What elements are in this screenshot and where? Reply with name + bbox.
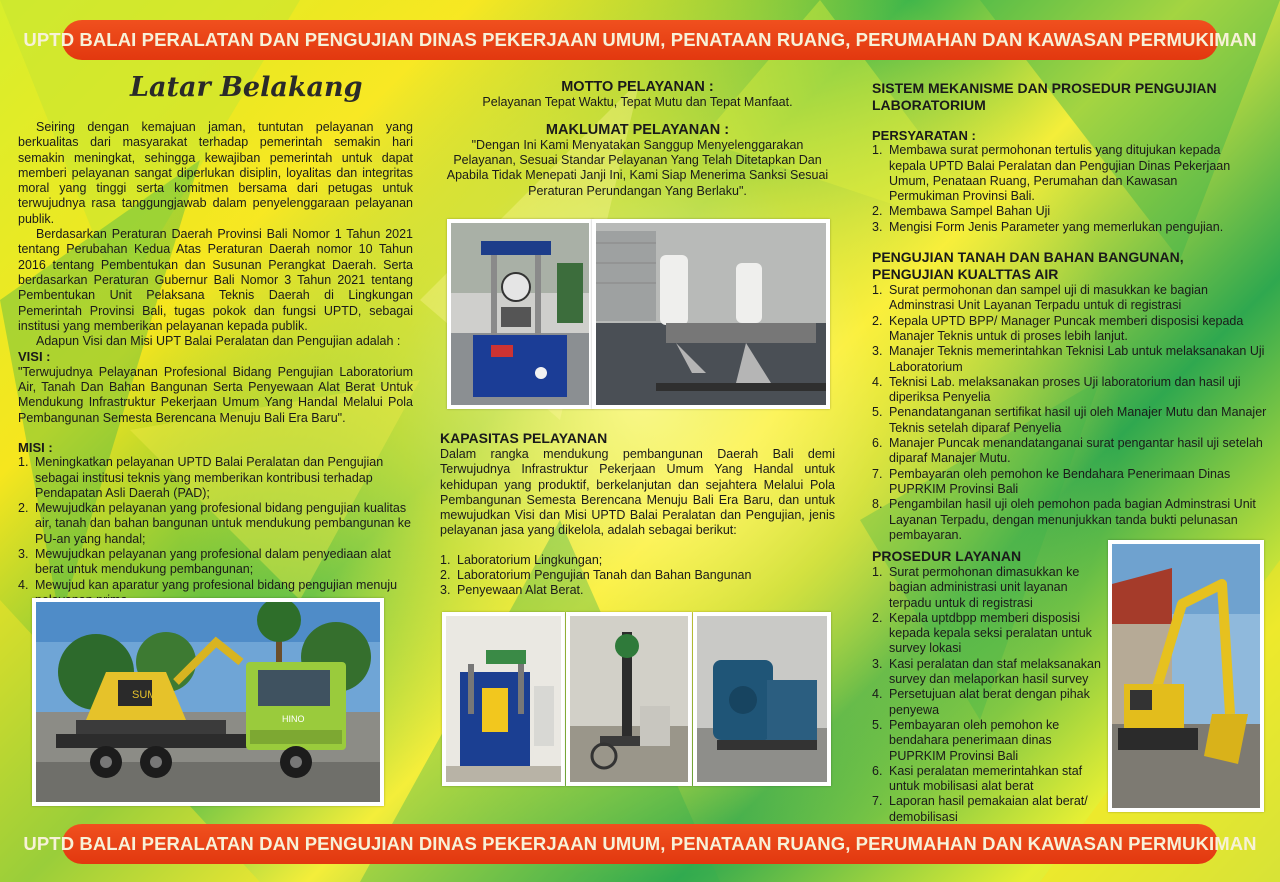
lab-photo-heavy-machine bbox=[693, 612, 831, 786]
misi-label: MISI : bbox=[18, 439, 53, 455]
latar-paragraph-2: Berdasarkan Peraturan Daerah Provinsi Bali Nomor 1 Tahun 2021 tentang Perubahan Kedua Atas Peraturan Daerah nomor 10 Tahun 2016 tentang Pembentukan dan Susunan Perangkat Daerah. Serta berdasarkan Peraturan Gubernur Bali Nomor 3 Tahun 2021 tentang Pembentukan Unit Pelaksana Teknis Daerah di Lingkungan Pemerintah Provinsi Bali, tugas pokok dan fungsi UPTD, sebagai institusi yang memberikan pelayanan kepada publik. bbox=[18, 227, 413, 333]
list-item: 5. Pembayaran oleh pemohon ke bendahara penerimaan dinas PUPRKIM Provinsi Bali bbox=[872, 717, 1060, 763]
persyaratan-label: PERSYARATAN : bbox=[872, 128, 976, 143]
latar-paragraph-3: Adapun Visi dan Misi UPT Balai Peralatan dan Pengujian adalah : bbox=[36, 334, 401, 349]
list-item: 2. Laboratorium Pengujian Tanah dan Bahan Bangunan bbox=[440, 568, 752, 583]
list-item: 8. Pengambilan hasil uji oleh pemohon pada bagian Adminstrasi Unit Layanan Terpadu, dengan menunjukkan tanda bukti pelunasan pembayaran. bbox=[872, 497, 1256, 542]
list-item: 4. Mewujud kan aparatur yang profesional bidang pengujian menuju bbox=[18, 577, 398, 592]
list-item: 7. Laporan hasil pemakaian alat berat/ demobilisasi bbox=[872, 794, 1088, 824]
lab-photo-lab-equipment bbox=[592, 219, 830, 409]
kapasitas-list bbox=[440, 553, 835, 599]
list-item: 2. Kepala uptdbpp memberi disposisi kepada kepala seksi peralatan untuk survey lokasi bbox=[872, 610, 1092, 656]
sistem-title: SISTEM MEKANISME DAN PROSEDUR PENGUJIAN LABORATORIUM bbox=[872, 80, 1217, 113]
visi-label: VISI : bbox=[18, 349, 51, 365]
excavator-brand-label: SUM bbox=[132, 689, 157, 701]
prosedur-title: PROSEDUR LAYANAN bbox=[872, 548, 1022, 564]
persyaratan-list bbox=[872, 143, 1232, 235]
lab-photo-compression-machine bbox=[447, 219, 593, 409]
list-item: 1. Laboratorium Lingkungan; bbox=[440, 552, 603, 567]
latar-title: Latar Belakang bbox=[130, 72, 363, 103]
pengujian-title: PENGUJIAN TANAH DAN BAHAN BANGUNAN, PENGUJIAN KUALTTAS AIR bbox=[872, 249, 1184, 283]
kapasitas-text: Dalam rangka mendukung pembangunan Daerah Bali demi Terwujudnya Infrastruktur Pekerjaan Umum Yang Handal untuk kehidupan yang produktif, berkelanjutan dan sejahtera Melalui Pola Pembangunan Semesta Berencana Menuju Bali Era Baru, dan untuk mewujudkan Visi dan Misi UPTD Balai Peralatan dan Pengujian, jenis pelayanan jasa yang dikelola, adalah sebagai berikut: bbox=[440, 447, 835, 538]
maklumat-text: "Dengan Ini Kami Menyatakan Sanggup Menyelenggarakan Pelayanan, Sesuai Standar Pelayanan Yang Telah Ditetapkan Dan Apabila Tidak Menepati Janji Ini, Kami Siap Menerima Sanksi Sesuai Peraturan Perundangan Yang Berlaku". bbox=[446, 137, 829, 198]
list-item: 3. Manajer Teknis memerintahkan Teknisi Lab untuk melaksanakan Uji Laboratorium bbox=[872, 344, 1265, 374]
prosedur-list bbox=[872, 565, 1108, 825]
list-item: 1. Surat permohonan dimasukkan ke bagian administrasi unit layanan terpadu untuk di registrasi bbox=[872, 565, 1080, 610]
lab-photo-drilling-rig bbox=[566, 612, 692, 786]
list-item: 5. Penandatanganan sertifikat hasil uji oleh Manajer Mutu dan Manajer Teknis setelah diparaf Penyelia bbox=[872, 405, 1267, 435]
list-item: 6. Manajer Puncak menandatanganai surat pengantar hasil uji setelah diparaf Manajer Mutu. bbox=[872, 436, 1263, 466]
list-item: 4. Teknisi Lab. melaksanakan proses Uji laboratorium dan hasil uji diperiksa Penyelia bbox=[872, 374, 1241, 405]
kapasitas-section bbox=[440, 430, 835, 599]
list-item: 7. Pembayaran oleh pemohon ke Bendahara Penerimaan Dinas PUPRKIM Provinsi Bali bbox=[872, 466, 1231, 496]
list-item: 1. Surat permohonan dan sampel uji di masukkan ke bagian Adminstrasi Unit Layanan Terpadu untuk di registrasi bbox=[872, 283, 1208, 313]
column-sistem bbox=[872, 80, 1267, 543]
truck-brand-label: HINO bbox=[282, 714, 305, 724]
latar-paragraph-1: Seiring dengan kemajuan jaman, tuntutan pelayanan yang berkualitas dari masyarakat terhadap pemerintah semakin hari semakin meningkat, sehingga kewajiban pemerintah untuk dapat memberi pelayanan sangat diperlukan disiplin, loyalitas dan integritas moral yang tinggi serta komitmen bersama dari petugas untuk terwujudnya rasa tanggungjawab dalam penyelenggaraan pelayanan publik. bbox=[18, 120, 413, 226]
motto-text: Pelayanan Tepat Waktu, Tepat Mutu dan Tepat Manfaat. bbox=[482, 95, 793, 110]
prosedur-section bbox=[872, 548, 1108, 825]
top-banner bbox=[23, 20, 1257, 60]
list-item: 6. Kasi peralatan memerintahkan staf untuk mobilisasi alat berat bbox=[872, 763, 1083, 794]
visi-text: "Terwujudnya Pelayanan Profesional Bidang Pengujian Laboratorium Air, Tanah Dan Bahan Bangunan Serta Penyewaan Alat Berat Untuk Mendukung Infrastruktur Pekerjaan Umum Yang Handal Melalui Pola Pembangunan Semesta Berencana Menuju Bali Era Baru". bbox=[18, 364, 413, 425]
list-item: 2. Membawa Sampel Bahan Uji bbox=[872, 204, 1051, 219]
truck-photo bbox=[32, 598, 384, 806]
list-item: 4. Persetujuan alat berat dengan pihak penyewa bbox=[872, 687, 1090, 717]
column-latar-belakang bbox=[18, 72, 413, 608]
pengujian-list bbox=[872, 283, 1267, 543]
list-item: 3. Kasi peralatan dan staf melaksanakan survey dan melaporkan hasil survey bbox=[872, 656, 1101, 687]
lab-photo-testing-press bbox=[442, 612, 565, 786]
list-item: 2. Kepala UPTD BPP/ Manager Puncak memberi disposisi kepada Manajer Teknis untuk di proses lebih lanjut. bbox=[872, 313, 1244, 343]
excavator-photo bbox=[1108, 540, 1264, 812]
bottom-banner-text: UPTD BALAI PERALATAN DAN PENGUJIAN DINAS PEKERJAAN UMUM, PENATAAN RUANG, PERUMAHAN DAN KAWASAN PERMUKIMAN bbox=[23, 833, 1257, 854]
maklumat-title: MAKLUMAT PELAYANAN : bbox=[545, 121, 730, 138]
list-item: 3. Penyewaan Alat Berat. bbox=[440, 583, 584, 598]
list-item: 1. Membawa surat permohonan tertulis yang ditujukan kepada kepala UPTD Balai Peralatan dan Pengujian Dinas Pekerjaan Umum, Penataan Ruang, Perumahan dan Kawasan Permukiman Provinsi Bali. bbox=[872, 143, 1231, 204]
misi-list bbox=[18, 455, 413, 608]
motto-title: MOTTO PELAYANAN : bbox=[561, 79, 714, 95]
list-item: 3. Mewujudkan pelayanan yang profesional dalam penyediaan alat berat untuk mendukung pembangunan; bbox=[18, 547, 391, 577]
top-banner-text: UPTD BALAI PERALATAN DAN PENGUJIAN DINAS PEKERJAAN UMUM, PENATAAN RUANG, PERUMAHAN DAN KAWASAN PERMUKIMAN bbox=[23, 29, 1257, 50]
list-item: 2. Mewujudkan pelayanan yang profesional bidang pengujian kualitas air, tanah dan bahan bangunan untuk mendukung pembangunan ke PU-an yang handal; bbox=[18, 501, 412, 546]
list-item: 3. Mengisi Form Jenis Parameter yang memerlukan pengujian. bbox=[872, 219, 1224, 234]
list-item: 1. Meningkatkan pelayanan UPTD Balai Peralatan dan Pengujian sebagai institusi teknis yang memberikan kontribusi terhadap Pendapatan Asli Daerah (PAD); bbox=[18, 455, 384, 500]
bottom-banner bbox=[23, 824, 1257, 864]
kapasitas-title: KAPASITAS PELAYANAN bbox=[440, 430, 608, 446]
column-motto bbox=[440, 80, 835, 199]
